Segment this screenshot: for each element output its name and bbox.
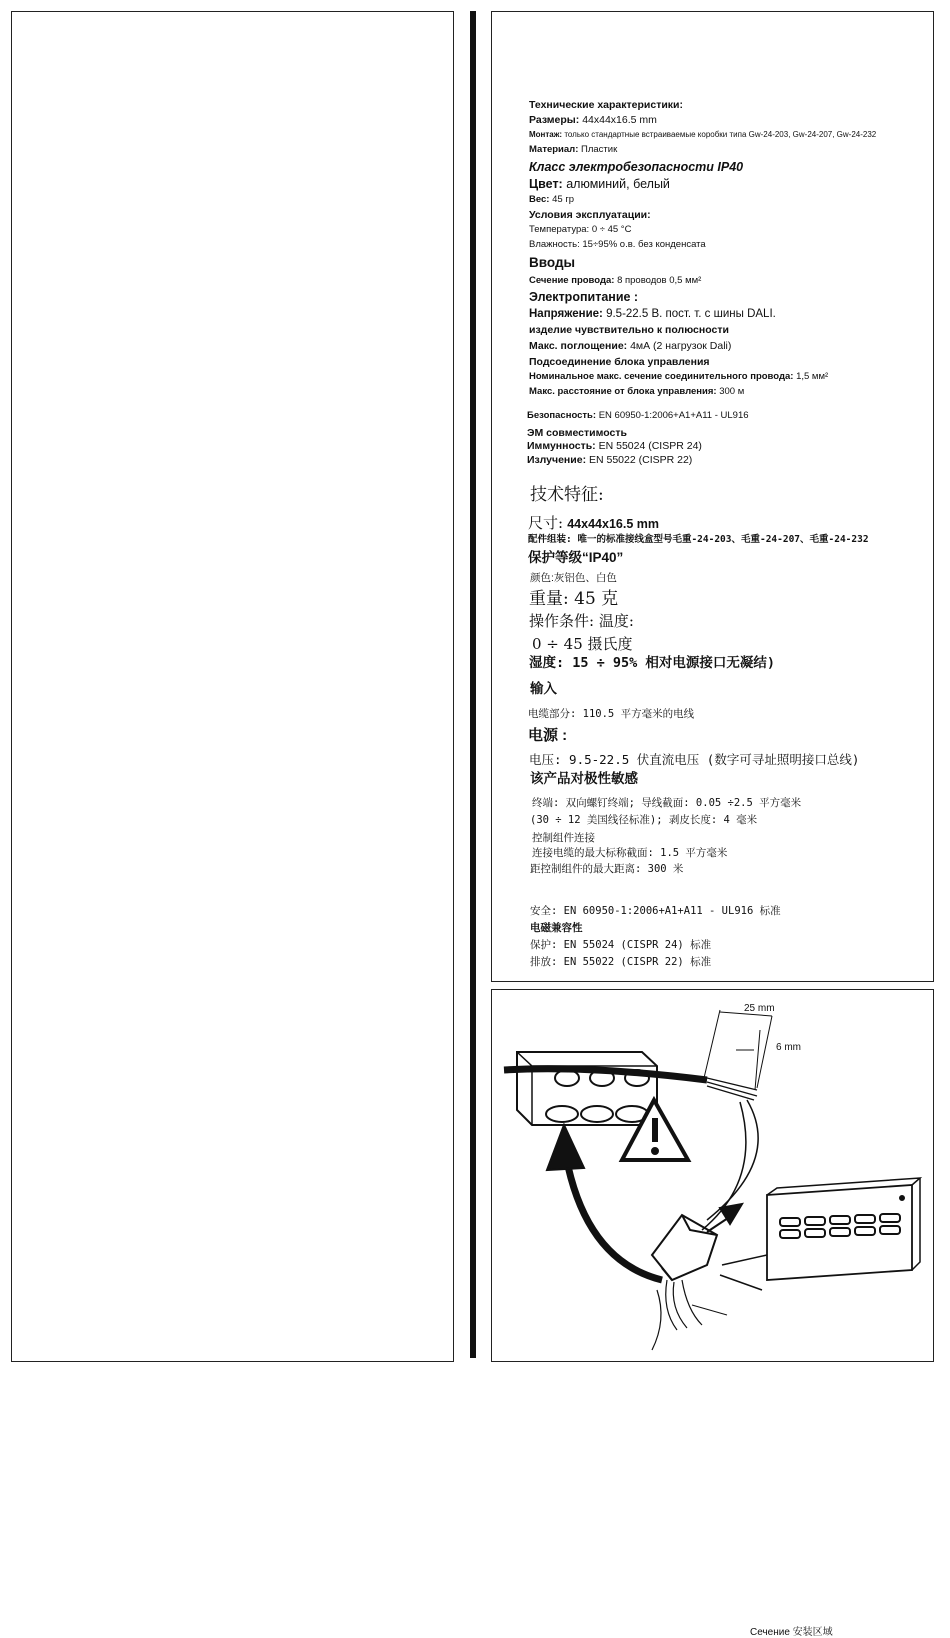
ru-nominal-section: Номинальное макс. сечение соединительного провода: 1,5 мм²: [529, 371, 829, 382]
ru-dimensions: Размеры: 44x44x16.5 mm: [529, 114, 657, 126]
control-panel-illustration: [767, 1178, 920, 1280]
ru-safety: Безопасность: EN 60950-1:2006+A1+A11 - UL916: [527, 410, 749, 421]
installation-diagram-panel: [491, 989, 934, 1638]
ru-temperature: Температура: 0 ÷ 45 °C: [529, 224, 632, 235]
ru-wire-section: Сечение провода: 8 проводов 0,5 мм²: [529, 275, 702, 286]
zh-control-connection: 控制组件连接: [532, 832, 595, 844]
zh-color: 颜色:灰铝色、白色: [530, 572, 617, 584]
zh-max-section: 连接电缆的最大标称截面: 1.5 平方毫米: [532, 847, 728, 859]
zh-mounting: 配件组装: 唯一的标准接线盒型号毛重-24-203、毛重-24-207、毛重-24-232: [528, 534, 869, 545]
strip-length-label: 25 mm: [744, 1003, 775, 1014]
ru-voltage: Напряжение: 9.5-22.5 В. пост. т. с шины DALI.: [529, 308, 776, 320]
zh-polarity: 该产品对极性敏感: [530, 771, 638, 786]
ru-power-heading: Электропитание :: [529, 290, 639, 304]
ru-consumption: Макс. поглощение: 4мА (2 нагрузок Dali): [529, 340, 732, 352]
page-divider: [470, 11, 476, 1358]
stripped-wires: [704, 1010, 772, 1100]
zh-conditions: 操作条件: 温度:: [529, 612, 634, 630]
technical-spec-panel: [491, 11, 934, 982]
dali-module-illustration: [652, 1215, 717, 1350]
zh-cable-section: 电缆部分: 110.5 平方毫米的电线: [528, 708, 695, 720]
zh-immunity: 保护: EN 55024 (CISPR 24) 标准: [530, 939, 712, 951]
zh-power: 电源 :: [528, 727, 568, 744]
ru-weight: Вес: 45 гр: [529, 194, 575, 205]
ru-polarity: изделие чувствительно к полюсности: [529, 324, 729, 336]
zh-max-distance: 距控制组件的最大距离: 300 米: [530, 863, 684, 875]
zh-protection: 保护等级“IP40”: [528, 550, 624, 565]
warning-triangle-icon: [622, 1100, 688, 1160]
ru-emission: Излучение: EN 55022 (CISPR 22): [527, 454, 693, 466]
ru-conditions-heading: Условия эксплуатации:: [529, 209, 651, 221]
zh-heading: 技术特征:: [530, 485, 604, 505]
installation-diagram: [492, 990, 933, 1361]
ru-humidity: Влажность: 15÷95% о.в. без конденсата: [529, 239, 706, 250]
zh-emc: 电磁兼容性: [530, 922, 583, 934]
ru-immunity: Иммунность: EN 55024 (CISPR 24): [527, 440, 702, 452]
zh-safety: 安全: EN 60950-1:2006+A1+A11 - UL916 标准: [530, 905, 781, 917]
ru-color: Цвет: алюминий, белый: [529, 177, 670, 191]
zh-emission: 排放: EN 55022 (CISPR 22) 标准: [530, 956, 712, 968]
zh-dimensions: 尺寸: 44x44x16.5 mm: [528, 514, 659, 532]
ru-heading: Технические характеристики:: [529, 99, 684, 111]
diagram-caption: Сечение 安装区域: [750, 1627, 833, 1638]
zh-temperature: 0 ÷ 45 摄氏度: [532, 635, 633, 653]
blank-left-page: [11, 11, 454, 1362]
ru-emc-heading: ЭМ совместимость: [527, 427, 627, 439]
core-strip-label: 6 mm: [776, 1042, 801, 1053]
ru-material: Материал: Пластик: [529, 144, 618, 155]
wall-box-illustration: [504, 1052, 707, 1125]
ru-inputs-heading: Вводы: [529, 255, 576, 270]
zh-weight: 重量: 45 克: [529, 589, 619, 609]
ru-control-connection: Подсоединение блока управления: [529, 356, 710, 368]
ru-max-distance: Макс. расстояние от блока управления: 300 м: [529, 386, 745, 397]
ru-protection-class: Класс электробезопасности IP40: [529, 160, 744, 174]
zh-inputs: 输入: [530, 681, 557, 696]
ru-mounting: Монтаж: только стандартные встраиваемые коробки типа Gw-24-203, Gw-24-207, Gw-24-232: [529, 130, 877, 139]
zh-humidity: 湿度: 15 ÷ 95% 相对电源接口无凝结): [529, 655, 776, 671]
zh-awg: (30 ÷ 12 美国线径标准); 剥皮长度: 4 毫米: [530, 814, 758, 826]
zh-terminals: 终端: 双向螺钉终端; 导线截面: 0.05 ÷2.5 平方毫米: [532, 797, 802, 809]
zh-voltage: 电压: 9.5-22.5 伏直流电压 (数字可寻址照明接口总线): [529, 752, 860, 767]
